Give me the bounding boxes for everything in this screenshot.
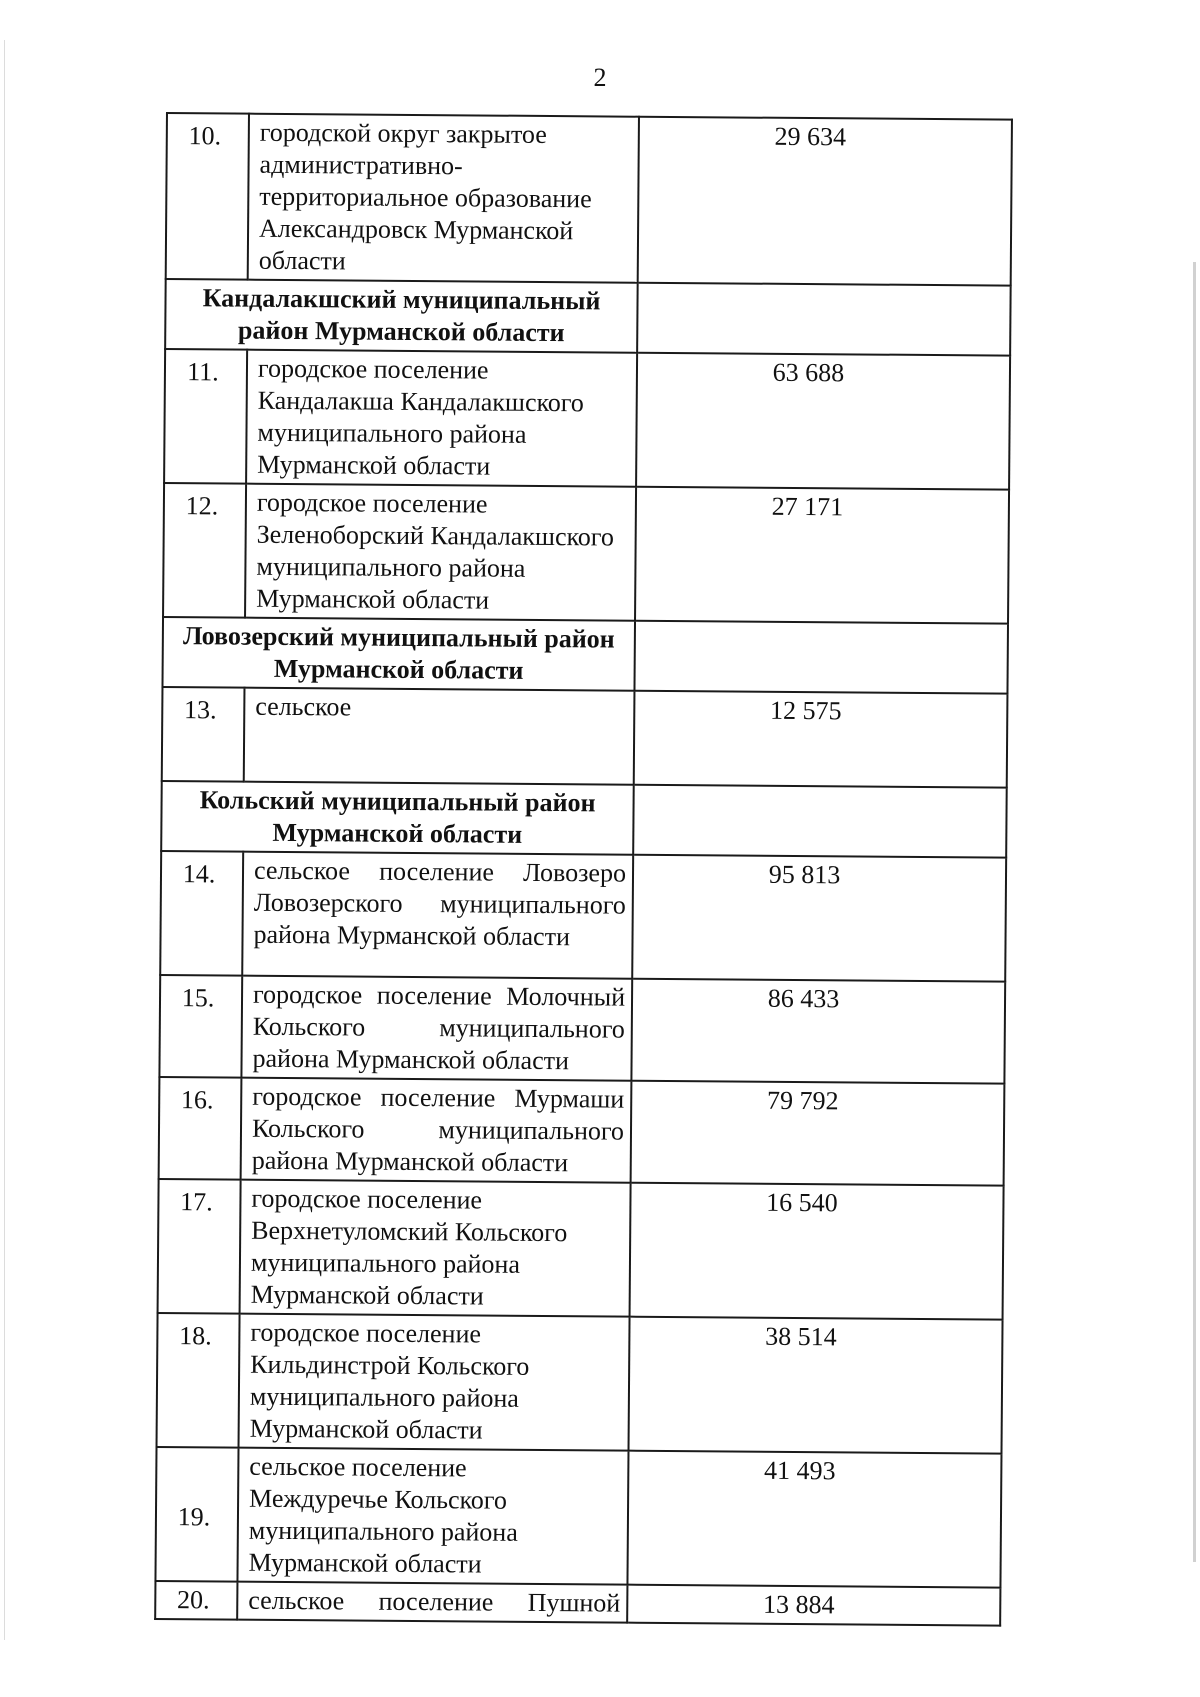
row-number: 13.	[162, 687, 245, 782]
municipality-name	[240, 1180, 631, 1317]
municipality-name	[239, 1314, 630, 1451]
word: муниципального	[440, 889, 626, 920]
municipality-name	[246, 350, 637, 487]
name-line: муниципального района	[249, 1381, 519, 1413]
table-container	[154, 112, 1011, 1627]
heading-line: Кольский муниципальный район	[199, 785, 596, 818]
name-line: области	[258, 245, 346, 276]
word: Ловозерского	[253, 887, 403, 918]
name-line: муниципального района	[248, 1515, 518, 1547]
name-line: Кандалакша Кандалакшского	[257, 385, 584, 418]
row-value: 27 171	[635, 487, 1009, 624]
word: поселение	[376, 980, 492, 1011]
name-line: городское поселение	[257, 353, 489, 385]
name-line: Кильдинстрой Кольского	[250, 1349, 530, 1381]
group-row	[165, 279, 1011, 356]
word: Кольского	[252, 1011, 366, 1042]
name-line: территориальное образование	[259, 181, 592, 214]
word: Кольского	[251, 1113, 365, 1144]
municipality-name	[244, 688, 635, 785]
name-line	[254, 887, 626, 922]
name-line: административно-	[259, 149, 463, 181]
word: Ловозеро	[523, 857, 627, 888]
word: Молочный	[506, 981, 626, 1012]
district-heading	[161, 781, 634, 855]
word: Мурмаши	[514, 1083, 625, 1114]
name-line	[254, 855, 626, 890]
name-line: Зеленоборский Кандалакшского	[256, 519, 615, 552]
table-row	[164, 349, 1010, 490]
row-number: 16.	[159, 1077, 242, 1180]
name-line: сельское поселение	[249, 1451, 467, 1483]
heading-line: район Мурманской области	[237, 315, 565, 348]
name-line: района Мурманской области	[253, 919, 571, 952]
name-line	[255, 691, 627, 726]
row-value: 12 575	[634, 691, 1008, 788]
word: муниципального	[439, 1013, 625, 1044]
name-line: Александровск Мурманской	[258, 213, 574, 246]
municipality-name	[241, 1078, 632, 1183]
empty-cell	[634, 621, 1008, 694]
row-value: 41 493	[627, 1451, 1001, 1588]
table-row	[163, 483, 1009, 624]
table-row	[159, 1077, 1005, 1186]
word: сельское	[248, 1585, 345, 1616]
group-row	[162, 617, 1008, 694]
municipality-name	[245, 484, 636, 621]
name-line: Верхнетуломский Кольского	[251, 1215, 568, 1248]
district-heading	[165, 279, 638, 353]
name-line: Мурманской области	[248, 1547, 482, 1579]
heading-line: Мурманской области	[273, 653, 524, 685]
empty-cell	[637, 283, 1011, 356]
name-line: Мурманской области	[257, 449, 491, 481]
name-line: городское поселение	[256, 487, 488, 519]
row-number: 17.	[158, 1179, 241, 1314]
scan-edge-mark	[1193, 262, 1196, 1562]
row-number: 10.	[166, 113, 249, 280]
name-line: городской округ закрытое	[259, 117, 547, 149]
table-row	[160, 851, 1006, 982]
row-value: 38 514	[629, 1317, 1003, 1454]
word: сельское	[253, 855, 351, 886]
row-value: 86 433	[631, 979, 1005, 1084]
word: городское	[252, 1081, 362, 1112]
row-number: 15.	[159, 975, 242, 1078]
word: поселение	[378, 1586, 494, 1617]
row-value: 79 792	[631, 1081, 1005, 1186]
word: Пушной	[527, 1587, 621, 1618]
row-number: 14.	[160, 851, 243, 976]
municipality-name	[241, 976, 632, 1081]
municipality-name	[237, 1582, 627, 1623]
data-table	[154, 112, 1013, 1627]
table-row	[158, 1179, 1004, 1320]
word: муниципального	[438, 1115, 625, 1146]
table-row	[157, 1313, 1003, 1454]
row-number: 11.	[164, 349, 247, 484]
group-row	[161, 781, 1007, 858]
row-value: 29 634	[638, 117, 1012, 286]
municipality-name	[248, 114, 639, 283]
empty-cell	[633, 785, 1007, 858]
scan-edge-mark	[4, 40, 5, 1640]
heading-line: Ловозерский муниципальный район	[182, 621, 615, 654]
table-row	[159, 975, 1005, 1084]
table-row	[155, 1581, 1000, 1626]
name-line	[252, 1081, 624, 1116]
word: сельское	[255, 691, 352, 722]
word: городское	[252, 979, 363, 1010]
heading-line: Кандалакшский муниципальный	[202, 283, 601, 316]
name-line: Междуречье Кольского	[249, 1483, 508, 1515]
municipality-name	[242, 852, 633, 979]
page-number: 2	[593, 63, 607, 92]
table-row	[166, 113, 1012, 286]
name-line	[248, 1585, 620, 1620]
row-value: 63 688	[636, 353, 1010, 490]
name-line: района Мурманской области	[252, 1043, 570, 1076]
word: поселение	[379, 856, 495, 887]
row-value: 16 540	[630, 1183, 1004, 1320]
name-line: муниципального района	[256, 551, 526, 583]
word: поселение	[380, 1082, 496, 1113]
name-line: муниципального района	[257, 417, 527, 449]
row-number: 20.	[155, 1581, 237, 1620]
name-line	[252, 1113, 624, 1148]
name-line: Мурманской области	[250, 1279, 484, 1311]
name-line: района Мурманской области	[251, 1145, 569, 1178]
name-line: муниципального района	[250, 1247, 521, 1279]
name-line	[253, 1011, 625, 1046]
heading-line: Мурманской области	[272, 817, 523, 849]
name-line	[253, 979, 625, 1014]
row-number: 18.	[157, 1313, 240, 1448]
district-heading	[162, 617, 635, 691]
row-value: 13 884	[627, 1585, 1000, 1626]
row-value: 95 813	[632, 855, 1006, 982]
row-number: 12.	[163, 483, 246, 618]
table-row	[155, 1447, 1001, 1588]
name-line: городское поселение	[250, 1317, 482, 1349]
name-line: городское поселение	[251, 1183, 483, 1215]
name-line: Мурманской области	[249, 1413, 483, 1445]
row-number: 19.	[155, 1447, 238, 1582]
name-line: Мурманской области	[256, 583, 490, 615]
municipality-name	[237, 1448, 628, 1585]
table-row	[162, 687, 1008, 788]
